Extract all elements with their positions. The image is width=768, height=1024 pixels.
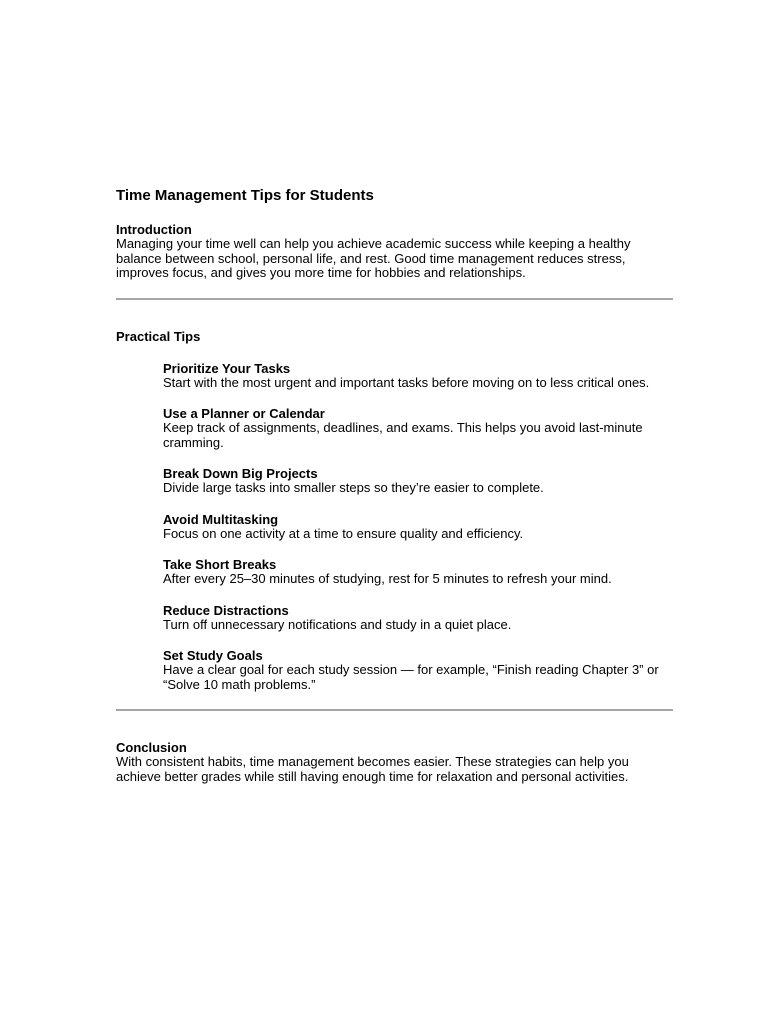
tip-title: Reduce Distractions [163, 602, 289, 618]
tip-title: Take Short Breaks [163, 557, 277, 572]
introduction-text: Managing your time well can help you achieve academic success while keeping a healthy balance between school, personal life, and rest. Good time management reduces stress, improves focus, and gives you more time for hobbies and relationships. [116, 236, 631, 280]
tip-item [163, 648, 673, 692]
tip-text: After every 25–30 minutes of studying, rest for 5 minutes to refresh your mind. [163, 571, 612, 586]
tip-title: Avoid Multitasking [163, 511, 279, 527]
tip-title: Use a Planner or Calendar [163, 406, 325, 421]
introduction-heading: Introduction [116, 222, 192, 237]
practical-tips-section [116, 329, 673, 344]
tip-text: Start with the most urgent and important tasks before moving on to less critical ones. [163, 374, 650, 390]
tip-title: Break Down Big Projects [163, 466, 318, 481]
introduction-section [116, 222, 673, 281]
conclusion-heading: Conclusion [116, 740, 187, 755]
tip-item [163, 557, 673, 587]
tip-text: Divide large tasks into smaller steps so they’re easier to complete. [163, 480, 544, 495]
practical-tips-heading: Practical Tips [116, 328, 201, 344]
tip-item [163, 406, 673, 450]
tip-title: Prioritize Your Tasks [163, 360, 291, 376]
tip-title: Set Study Goals [163, 648, 263, 663]
document-page [116, 186, 673, 784]
tip-text: Have a clear goal for each study session — for example, “Finish reading Chapter 3” or “Solve 10 math problems.” [163, 662, 659, 692]
tips-list [116, 361, 673, 693]
section-divider [116, 709, 673, 711]
document-title: Time Management Tips for Students [116, 187, 374, 204]
tip-item [163, 361, 673, 391]
tip-item [163, 466, 673, 496]
tip-text: Keep track of assignments, deadlines, and exams. This helps you avoid last-minute cramming. [163, 420, 643, 450]
section-divider [116, 298, 673, 300]
tip-text: Focus on one activity at a time to ensure quality and efficiency. [163, 525, 524, 541]
tip-item [163, 512, 673, 542]
conclusion-text: With consistent habits, time management becomes easier. These strategies can help you achieve better grades while still having enough time for relaxation and personal activities. [116, 754, 629, 784]
tip-text: Turn off unnecessary notifications and study in a quiet place. [163, 616, 512, 632]
tip-item [163, 603, 673, 633]
conclusion-section [116, 740, 673, 784]
